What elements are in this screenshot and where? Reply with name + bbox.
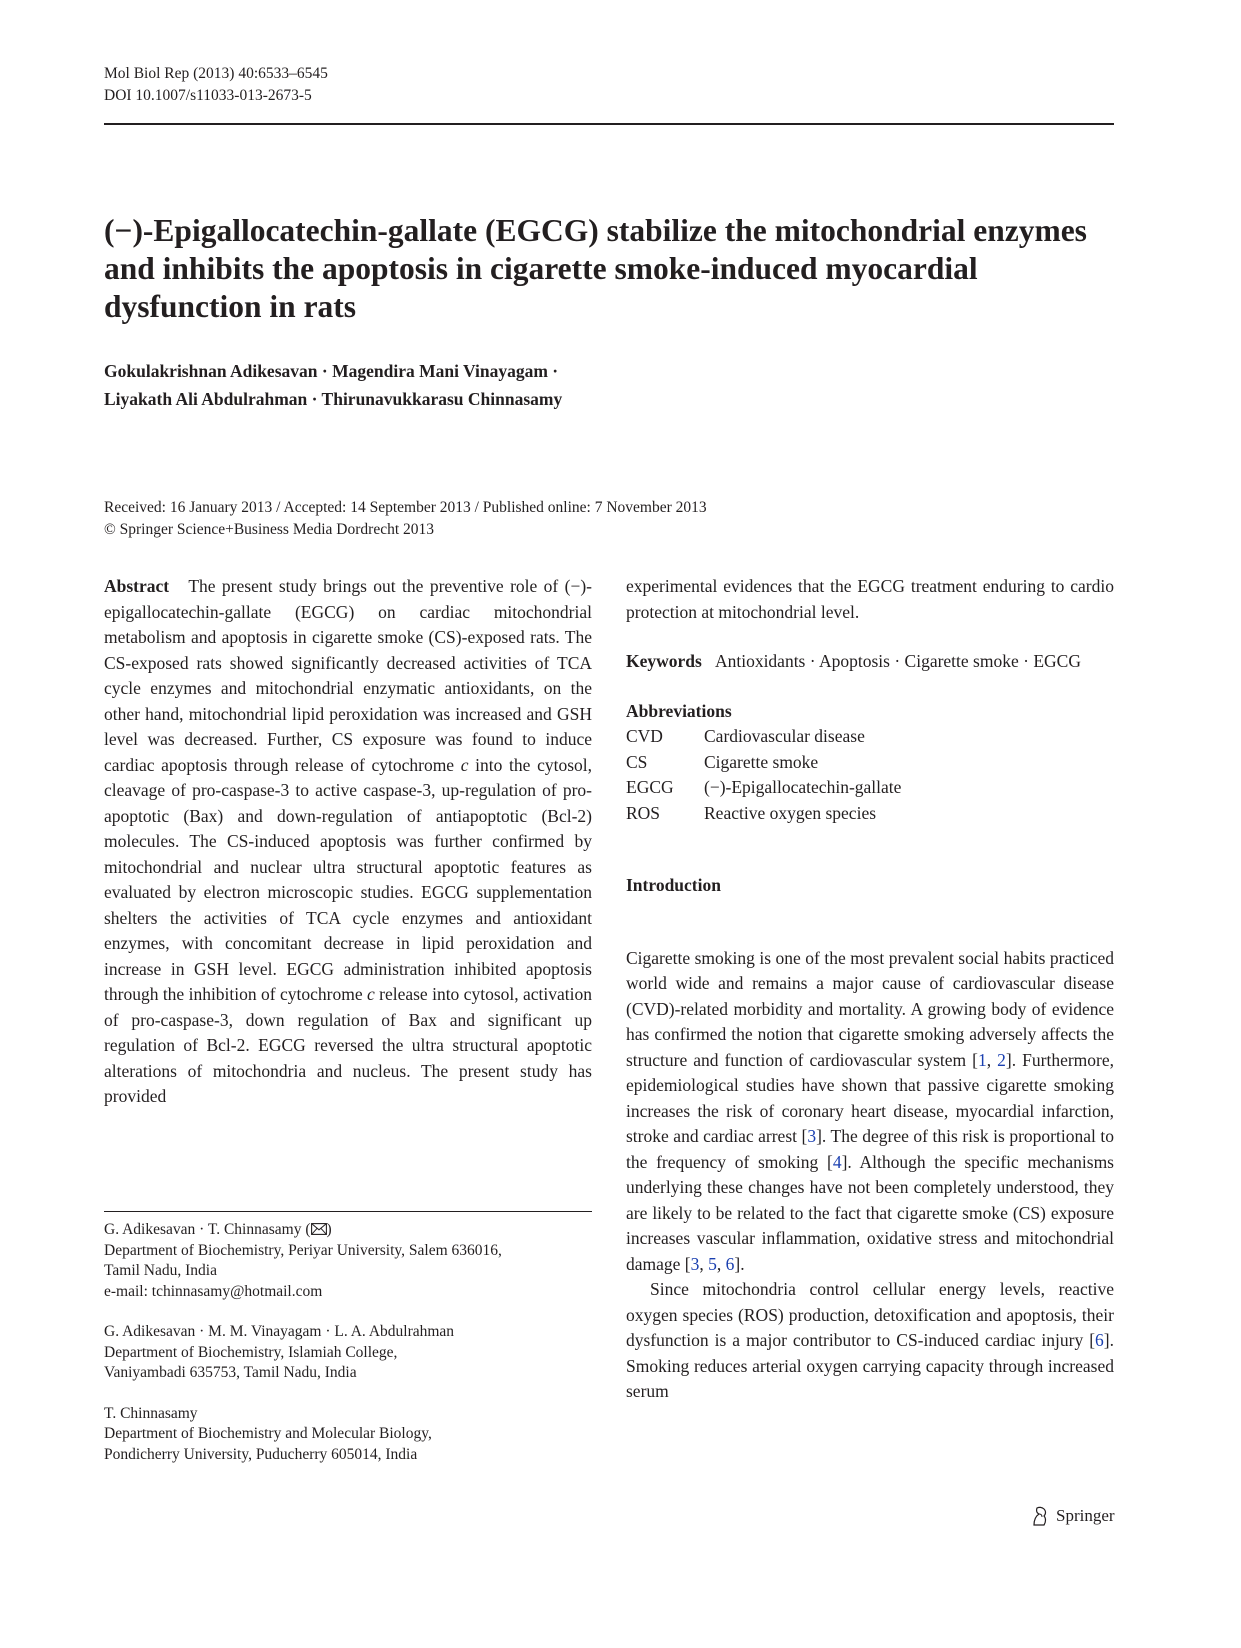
abstract-heading: Abstract bbox=[104, 576, 170, 596]
doi: DOI 10.1007/s11033-013-2673-5 bbox=[104, 87, 312, 104]
springer-horse-icon bbox=[1030, 1505, 1050, 1527]
abbreviation-key: CVD bbox=[626, 726, 663, 746]
left-column bbox=[104, 574, 592, 1110]
header-rule bbox=[104, 123, 1114, 125]
citation-link[interactable]: 2 bbox=[997, 1049, 1006, 1070]
affiliation-2-names: G. Adikesavan · M. M. Vinayagam · L. A. Abdulrahman bbox=[104, 1323, 455, 1340]
intro-text: Since mitochondria control cellular energy levels, reactive oxygen species (ROS) production, detoxification and apoptosis, their dysfunction is a major contributor to CS-induced cardiac injury [ bbox=[626, 1279, 1114, 1350]
intro-text: ]. Furthermore, epidemiological studies have shown that passive cigarette smoking increases the risk of coronary heart disease, myocardial infarction, stroke and cardiac arrest [ bbox=[626, 1049, 1114, 1146]
keywords-heading: Keywords bbox=[626, 651, 702, 671]
publication-dates: Received: 16 January 2013 / Accepted: 14 September 2013 / Published online: 7 November 2013 bbox=[104, 499, 707, 516]
publisher-name: Springer bbox=[1056, 1506, 1115, 1525]
abstract-continuation: experimental evidences that the EGCG treatment enduring to cardio protection at mitochondrial level. bbox=[626, 576, 1114, 622]
abbreviation-value: Cardiovascular disease bbox=[704, 726, 865, 746]
abstract-text-2: into the cytosol, cleavage of pro-caspase-3 to active caspase-3, up-regulation of pro-apoptotic (Bax) and down-regulation of antiapoptotic (Bcl-2) molecules. The CS-induced apoptosis was further confirmed by mitochondrial and nuclear ultra structural apoptotic features as evaluated by electron microscopic studies. EGCG supplementation shelters the activities of TCA cycle enzymes and antioxidant enzymes, with concomitant decrease in lipid peroxidation and increase in GSH level. EGCG administration inhibited apoptosis through the inhibition of cytochrome bbox=[104, 754, 593, 1004]
article-history bbox=[104, 497, 707, 541]
abbreviation-value: (−)-Epigallocatechin-gallate bbox=[704, 777, 902, 797]
citation-link[interactable]: 4 bbox=[832, 1151, 842, 1172]
introduction-paragraph-2 bbox=[626, 1277, 1114, 1405]
citation-separator: , bbox=[716, 1253, 726, 1274]
affiliation-2 bbox=[104, 1322, 592, 1384]
citation-link[interactable]: 3 bbox=[690, 1253, 700, 1274]
citation-link[interactable]: 6 bbox=[725, 1253, 735, 1274]
citation-separator: , bbox=[699, 1253, 709, 1274]
introduction-paragraph-1 bbox=[626, 946, 1114, 1278]
keywords bbox=[626, 649, 1114, 675]
citation-link[interactable]: 6 bbox=[1095, 1330, 1104, 1350]
affiliation-1-dept: Department of Biochemistry, Periyar University, Salem 636016, bbox=[104, 1241, 502, 1259]
introduction-heading: Introduction bbox=[626, 875, 721, 895]
abbreviation-key: EGCG bbox=[626, 777, 674, 797]
affiliation-3-dept: Department of Biochemistry and Molecular Biology, bbox=[104, 1425, 432, 1442]
right-column bbox=[626, 574, 1114, 1405]
affiliation-3-place: Pondicherry University, Puducherry 605014, India bbox=[104, 1445, 418, 1463]
intro-text: Cigarette smoking is one of the most prevalent social habits practiced world wide and remains a major cause of cardiovascular disease (CVD)-related morbidity and mortality. A growing body of evidence has confirmed the notion that cigarette smoking adversely affects the structure and function of cardiovascular system [ bbox=[626, 947, 1114, 1070]
affiliations bbox=[104, 1220, 592, 1485]
intro-text: ]. The degree of this risk is proportional to the frequency of smoking [ bbox=[626, 1126, 1114, 1172]
abbreviation-row bbox=[626, 801, 1114, 827]
affiliation-3 bbox=[104, 1404, 592, 1466]
intro-text: ]. bbox=[734, 1253, 745, 1274]
abbreviations-heading: Abbreviations bbox=[626, 700, 732, 721]
abbreviation-key: ROS bbox=[626, 802, 661, 823]
abbreviation-row bbox=[626, 750, 1114, 776]
journal-header bbox=[104, 63, 328, 107]
authors-line-1: Gokulakrishnan Adikesavan · Magendira Mani Vinayagam · bbox=[104, 361, 559, 381]
abbreviation-key: CS bbox=[626, 751, 648, 772]
affiliation-3-names: T. Chinnasamy bbox=[104, 1404, 198, 1422]
article-title: (−)-Epigallocatechin-gallate (EGCG) stabilize the mitochondrial enzymes and inhibits the apoptosis in cigarette smoke-induced myocardial dysfunction in rats bbox=[104, 213, 1087, 324]
abstract-text-1: The present study brings out the preventive role of (−)-epigallocatechin-gallate (EGCG) on cardiac mitochondrial metabolism and apoptosis in cigarette smoke (CS)-exposed rats. The CS-exposed rats showed significantly decreased activities of TCA cycle enzymes and mitochondrial enzymatic antioxidants, on the other hand, mitochondrial lipid peroxidation was increased and GSH level was decreased. Further, CS exposure was found to induce cardiac apoptosis through release of cytochrome bbox=[104, 576, 592, 775]
citation-separator: , bbox=[986, 1049, 998, 1070]
citation-link[interactable]: 1 bbox=[978, 1049, 987, 1070]
affiliation-1-names: G. Adikesavan · T. Chinnasamy ( bbox=[104, 1221, 311, 1238]
affiliation-2-dept: Department of Biochemistry, Islamiah College, bbox=[104, 1343, 398, 1361]
abbreviation-row bbox=[626, 775, 1114, 801]
publisher-logo bbox=[1030, 1505, 1115, 1527]
affiliation-2-place: Vaniyambadi 635753, Tamil Nadu, India bbox=[104, 1364, 357, 1381]
abstract-text-3: release into cytosol, activation of pro-caspase-3, down regulation of Bax and significant up regulation of Bcl-2. EGCG reversed the ultra structural apoptotic alterations of mitochondria and nucleus. The present study has provided bbox=[104, 984, 592, 1106]
abbreviation-value: Cigarette smoke bbox=[704, 751, 819, 772]
abstract-italic-c-1: c bbox=[460, 754, 469, 775]
abstract bbox=[104, 574, 592, 1110]
intro-text: ]. Smoking reduces arterial oxygen carrying capacity through increased serum bbox=[626, 1330, 1114, 1401]
abbreviations bbox=[626, 699, 1114, 827]
abbreviation-value: Reactive oxygen species bbox=[704, 802, 877, 823]
authors-line-2: Liyakath Ali Abdulrahman · Thirunavukkarasu Chinnasamy bbox=[104, 389, 563, 409]
affiliation-1-names-end: ) bbox=[326, 1221, 332, 1238]
affiliation-1 bbox=[104, 1220, 592, 1302]
intro-text: ]. Although the specific mechanisms underlying these changes have not been completely understood, they are likely to be related to the fact that cigarette smoke (CS) exposure increases vascular inflammation, oxidative stress and mitochondrial damage [ bbox=[626, 1151, 1114, 1274]
corresponding-email[interactable]: e-mail: tchinnasamy@hotmail.com bbox=[104, 1282, 323, 1300]
author-list bbox=[104, 357, 1104, 413]
keywords-text: Antioxidants · Apoptosis · Cigarette smoke · EGCG bbox=[714, 651, 1081, 671]
citation-link[interactable]: 3 bbox=[807, 1126, 817, 1146]
copyright-notice: © Springer Science+Business Media Dordrecht 2013 bbox=[104, 521, 435, 538]
abstract-italic-c-2: c bbox=[366, 984, 375, 1004]
abbreviation-row bbox=[626, 724, 1114, 750]
citation-link[interactable]: 5 bbox=[708, 1253, 717, 1274]
affiliation-rule bbox=[104, 1211, 592, 1212]
affiliation-1-place: Tamil Nadu, India bbox=[104, 1262, 217, 1279]
envelope-icon bbox=[311, 1223, 327, 1235]
journal-citation: Mol Biol Rep (2013) 40:6533–6545 bbox=[104, 65, 328, 82]
